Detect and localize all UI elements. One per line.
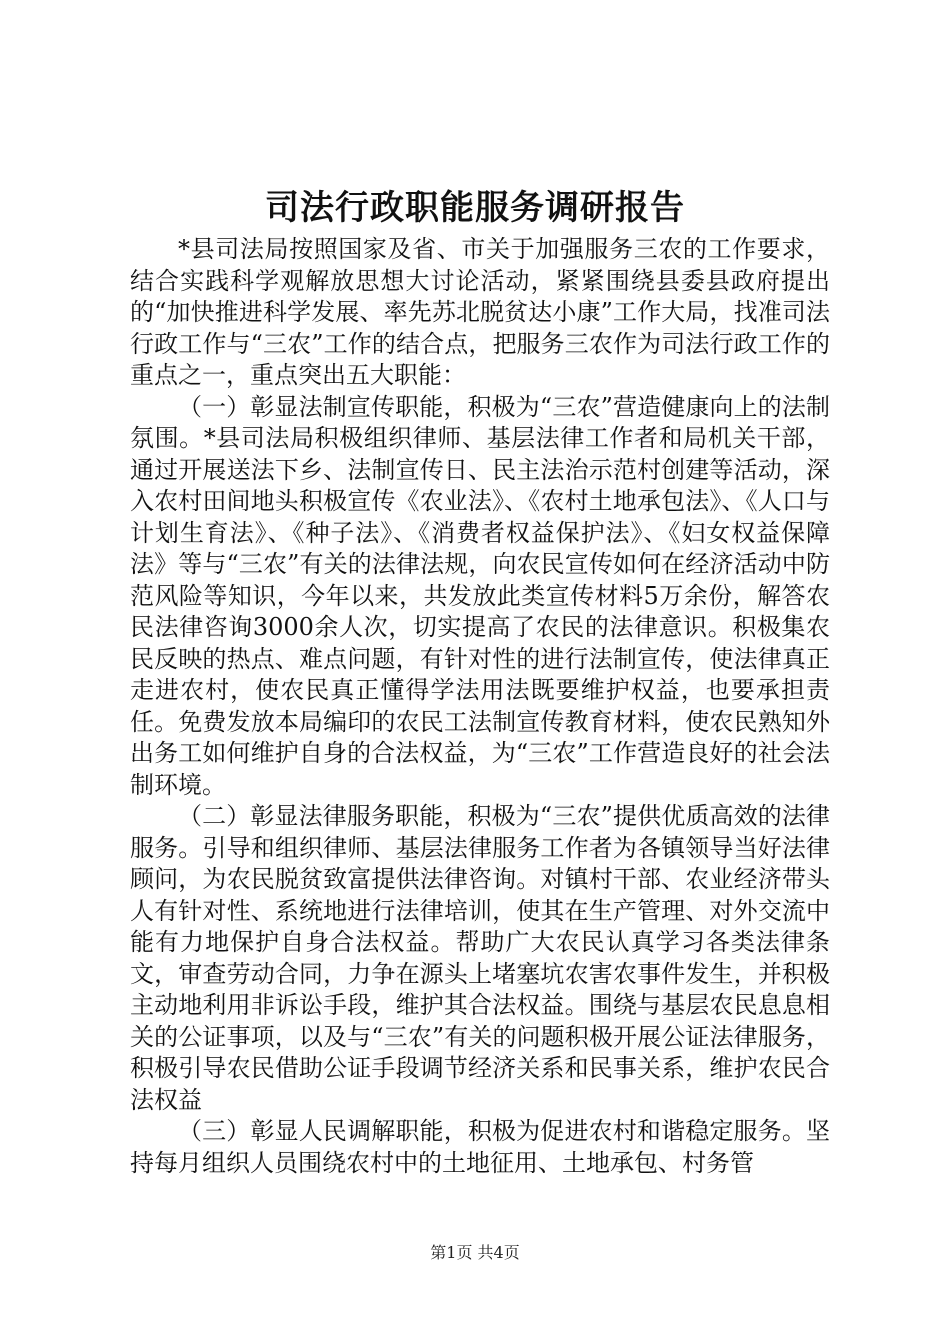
document-title: 司法行政职能服务调研报告 xyxy=(265,188,685,228)
document-body xyxy=(130,234,830,1179)
paragraph-intro: *县司法局按照国家及省、市关于加强服务三农的工作要求，结合实践科学观解放思想大讨论活动，紧紧围绕县委县政府提出的“加快推进科学发展、率先苏北脱贫达小康”工作大局，找准司法行政工作与“三农”工作的结合点，把服务三农作为司法行政工作的重点之一，重点突出五大职能： xyxy=(130,235,830,389)
page-number: 第1页 共4页 xyxy=(430,1243,520,1262)
paragraph-section-2: （二）彰显法律服务职能，积极为“三农”提供优质高效的法律服务。引导和组织律师、基层法律服务工作者为各镇领导当好法律顾问，为农民脱贫致富提供法律咨询。对镇村干部、农业经济带头人有针对性、系统地进行法律培训，使其在生产管理、对外交流中能有力地保护自身合法权益。帮助广大农民认真学习各类法律条文，审查劳动合同，力争在源头上堵塞坑农害农事件发生，并积极主动地利用非诉讼手段，维护其合法权益。围绕与基层农民息息相关的公证事项，以及与“三农”有关的问题积极开展公证法律服务，积极引导农民借助公证手段调节经济关系和民事关系，维护农民合法权益 xyxy=(130,802,830,1114)
paragraph-section-3: （三）彰显人民调解职能，积极为促进农村和谐稳定服务。坚持每月组织人员围绕农村中的土地征用、土地承包、村务管 xyxy=(130,1117,830,1177)
paragraph-section-1: （一）彰显法制宣传职能，积极为“三农”营造健康向上的法制氛围。*县司法局积极组织律师、基层法律工作者和局机关干部，通过开展送法下乡、法制宣传日、民主法治示范村创建等活动，深入农村田间地头积极宣传《农业法》、《农村土地承包法》、《人口与计划生育法》、《种子法》、《消费者权益保护法》、《妇女权益保障法》等与“三农”有关的法律法规，向农民宣传如何在经济活动中防范风险等知识，今年以来，共发放此类宣传材料5万余份，解答农民法律咨询3000余人次，切实提高了农民的法律意识。积极集农民反映的热点、难点问题，有针对性的进行法制宣传，使法律真正走进农村，使农民真正懂得学法用法既要维护权益，也要承担责任。免费发放本局编印的农民工法制宣传教育材料，使农民熟知外出务工如何维护自身的合法权益，为“三农”工作营造良好的社会法制环境。 xyxy=(130,392,830,799)
